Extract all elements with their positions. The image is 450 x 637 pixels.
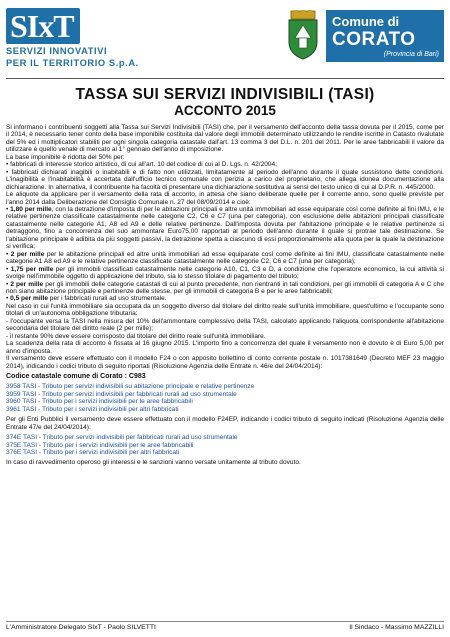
rate-2-text: per le abitazione principali ed altre unità immobiliari ad esse equiparate così come definite ai fini IMU, classificate catastalmente nelle categorie A1 A8 ed A9 e le relative pertinenze classificate catastalmente nelle categorie C2, C6 e C7 (una per categoria); xyxy=(6,250,444,266)
rate-bullet-4: • 2 per mille per gli immobili delle categorie catastali di cui al punto precedente, non rientranti in tali condizioni, per gli immobili di categoria A e C che non siano abitazione principale e pertinenze delle stesse, per gli immobili di categoria B e per le aree fabbricabili; xyxy=(6,280,444,295)
sixt-logo xyxy=(6,8,211,70)
paragraph-public-entities: Per gli Enti Pubblici il versamento deve essere effettuato con il modello F24EP, indicando i codici tributo di seguito indicati (Risoluzione Agenzia delle Entrate 47/e del 24/04/2014): xyxy=(6,416,444,431)
rate-2-value: 2 per mille xyxy=(10,250,45,258)
paragraph-occupant: Nel caso in cui l'unità immobiliare sia occupata da un soggetto diverso dal titolare del diritto reale sull'unità immobiliare, quest'ultimo e l'occupante sono titolari di un'autonoma obbligazione tributaria: xyxy=(6,302,444,318)
tax-code-line: 3961 TASI - Tributo per i servizi indivisibili per altri fabbricati xyxy=(6,405,179,413)
tax-code-list-f24ep xyxy=(6,434,444,456)
tax-code-line: 375E TASI - Tributo per i servizi indivisibili per le aree fabbricabili xyxy=(6,441,194,449)
page-title: TASSA SUI SERVIZI INDIVISIBILI (TASI) xyxy=(75,86,375,103)
footer-signatory-sixt: L'Amministratore Delegato SIxT - Paolo SILVETTI xyxy=(6,624,156,631)
paragraph-reduction: La base imponibile è ridotta del 50% per: xyxy=(6,153,125,161)
paragraph-occupant-share: - l'occupante versa la TASI nella misura del 10% dell'ammontare complessivo della TASI, calcolato applicando l'aliquota corrispondente all'abitazione secondaria del titolare del diritto reale (2 per mille); xyxy=(6,317,444,333)
paragraph-late-payment: In caso di ravvedimento operoso gli interessi e le sanzioni vanno versate unitamente al tributo dovuto. xyxy=(6,459,301,467)
tax-code-line: 374E TASI - Tributo per servizi indivisibili per fabbricati rurali ad uso strumentale xyxy=(6,434,238,442)
rate-3-text: per gli immobili classificati catastalmente nelle categorie A10, C1, C3 e D, a condizione che l'operatore economico, la cui attività si svolge nell'immobile oggetto di applicazione del tributo, sia lo stesso titolare di pagamento del tributo; xyxy=(6,265,444,281)
comune-badge xyxy=(326,10,444,62)
page-subtitle: ACCONTO 2015 xyxy=(174,103,276,118)
header-divider xyxy=(6,78,444,79)
paragraph-deadline: La scadenza della rata di acconto è fissata al 16 giugno 2015. L'importo fino a concorrenza del quale il versamento non è dovuto è di Euro 5,00 per anno d'imposta. xyxy=(6,340,444,355)
tax-code-list-f24 xyxy=(6,383,444,413)
rate-5-text: per i fabbricati rurali ad uso strumentale. xyxy=(47,295,167,303)
sixt-logo-box xyxy=(6,8,80,44)
bullet-uninhabitable: • fabbricati dichiarati inagibili o inabitabili e di fatto non utilizzati, limitatamente al periodo dell'anno durante il quale sussistono dette condizioni. L'inagibilità e l'inabitabilità è accertata dall'ufficio tecnico comunale con perizia a carico del proprietario, che allega idonea documentazione alla dichiarazione. In alternativa, il contribuente ha facoltà di presentare una dichiarazione sostitutiva ai sensi del testo unico di cui al D.P.R. n. 445/2000. xyxy=(6,168,444,191)
rate-bullet-3: • 1,75 per mille per gli immobili classificati catastalmente nelle categorie A10, C1, C3 e D, a condizione che l'operatore economico, la cui attività si svolge nell'immobile oggetto di applicazione del tributo, sia lo stesso titolare di pagamento del tributo; xyxy=(6,265,444,281)
rate-5-value: 0,5 per mille xyxy=(10,295,48,303)
bullet-historic: • fabbricati di interesse storico artistico, di cui all'art. 10 del codice di cui al D. Lgs. n. 42/2004; xyxy=(6,161,278,169)
rate-1-value: 1,80 per mille xyxy=(10,205,52,213)
rate-bullet-2: • 2 per mille per le abitazione principali ed altre unità immobiliari ad esse equiparate così come definite ai fini IMU, classificate catastalmente nelle categorie A1 A8 ed A9 e le relative pertinenze classificate catastalmente nelle categorie C2, C6 e C7 (una per categoria); xyxy=(6,250,444,266)
rate-bullet-5: • 0,5 per mille per i fabbricati rurali ad uso strumentale. xyxy=(6,295,167,303)
footer-signatory-mayor: Il Sindaco - Massimo MAZZILLI xyxy=(349,624,444,631)
paragraph-payment: Il versamento deve essere effettuato con il modello F24 o con apposito bollettino di conto corrente postale n. 1017381649 (Decreto MEF 23 maggio 2014), indicando i codici tributo di seguito riportati (Risoluzione Agenzia delle Entrate n. 46/e del 24/04/2014): xyxy=(6,355,444,370)
corato-crest-icon xyxy=(285,10,321,60)
comune-name: CORATO xyxy=(332,29,416,50)
rate-bullet-1: • 1,80 per mille, con la detrazione d'imposta di per le abitazioni principali e altre unità immobiliari ad esse equiparate così come definite ai fini IMU, e le relative pertinenze classificate catastalmente nelle categorie C2, C6 e C7 (una per categoria), con esclusione delle abitazioni principali classificate catastalmente nelle categorie A1, A8 ed A9 e delle relative pertinenze. Dall'imposta dovuta per l'abitazione principale e le relative pertinenze si detraggono, fino a concorrenza del suo ammontare Euro75,00 rapportati al periodo dell'anno durante il quale si protrae tale destinazione. Se l'abitazione principale è adibita da più soggetti passivi, la detrazione spetta a ciascuno di essi proporzionalmente alla quota per la quale la destinazione si verifica; xyxy=(6,205,444,251)
notice-body xyxy=(6,124,444,467)
cadastral-code: Codice catastale comune di Corato : C983 xyxy=(6,372,146,380)
tax-code-line: 3958 TASI - Tributo per servizi indivisibili su abitazione principale e relative pertinenze xyxy=(6,383,255,391)
tax-code-line: 376E TASI - Tributo per i servizi indivisibili per altri fabbricati xyxy=(6,449,180,457)
rate-4-text: per gli immobili delle categorie catastali di cui al punto precedente, non rientranti in tali condizioni, per gli immobili di categoria A e C che non siano abitazione principale e pertinenze delle stesse, per gli immobili di categoria B e per le aree fabbricabili; xyxy=(6,280,444,295)
paragraph-owner-share: - il restante 90% deve essere corrisposto dal titolare del diritto reale sull'unità immobiliare. xyxy=(6,332,266,340)
comune-province: (Provincia di Bari) xyxy=(383,51,439,58)
header xyxy=(0,6,450,72)
tax-code-line: 3959 TASI - Tributo per servizi indivisibili per fabbricati rurali ad uso strumentale xyxy=(6,390,237,398)
sixt-logo-mark: SIxT xyxy=(10,8,74,44)
rate-1-text: , con la detrazione d'imposta di per le abitazioni principali e altre unità immobiliari ad esse equiparate così come definite ai fini IMU, e le relative pertinenze classificate catastalmente nelle categorie C2, C6 e C7 (una per categoria), con esclusione delle abitazioni principali classificate catastalmente nelle categorie A1, A8 ed A9 e delle relative pertinenze. Dall'imposta dovuta per l'abitazione principale e le relative pertinenze si detraggono, fino a concorrenza del suo ammontare Euro75,00 rapportati al periodo dell'anno durante il quale si protrae tale destinazione. Se l'abitazione principale è adibita da più soggetti passivi, la detrazione spetta a ciascuno di essi proporzionalmente alla quota per la quale la destinazione si verifica; xyxy=(6,205,444,251)
footer-divider xyxy=(6,621,444,622)
paragraph-rates: Le aliquote da applicare per il versamento della rata di acconto, in attesa che siano deliberate quelle per il corrente anno, sono quelle previste per l'anno 2014 dalla Deliberazione del Consiglio Comunale n. 27 del 08/09/2014 e cioè: xyxy=(6,191,444,206)
sixt-name-line1: SERVIZI INNOVATIVI xyxy=(6,46,108,56)
rate-3-value: 1,75 per mille xyxy=(10,265,54,273)
sixt-name-line2: PER IL TERRITORIO S.p.A. xyxy=(6,58,139,68)
paragraph-intro: Si informano i contribuenti soggetti alla Tassa sui Servizi Indivisibili (TASI) che, per il versamento dell'acconto della tassa dovuta per il 2015, come per il 2014, è necessario tener conto della base imponibile costituita dal valore degli immobili determinato utilizzando le rendite iscritte in Catasto rivalutate del 5% ed i moltiplicatori stabiliti per ogni singola categoria catastale dall'art. 13 comma 3 del D.L. n. 201 del 2011. Per le aree fabbricabili il valore da utilizzare è quello venale di mercato al 1° gennaio dell'anno di imposizione. xyxy=(6,124,444,154)
tax-code-line: 3960 TASI - Tributo per i servizi indivisibili per le aree fabbricabili xyxy=(6,398,193,406)
rate-4-value: 2 per mille xyxy=(10,280,44,288)
comune-label: Comune di xyxy=(332,14,400,29)
